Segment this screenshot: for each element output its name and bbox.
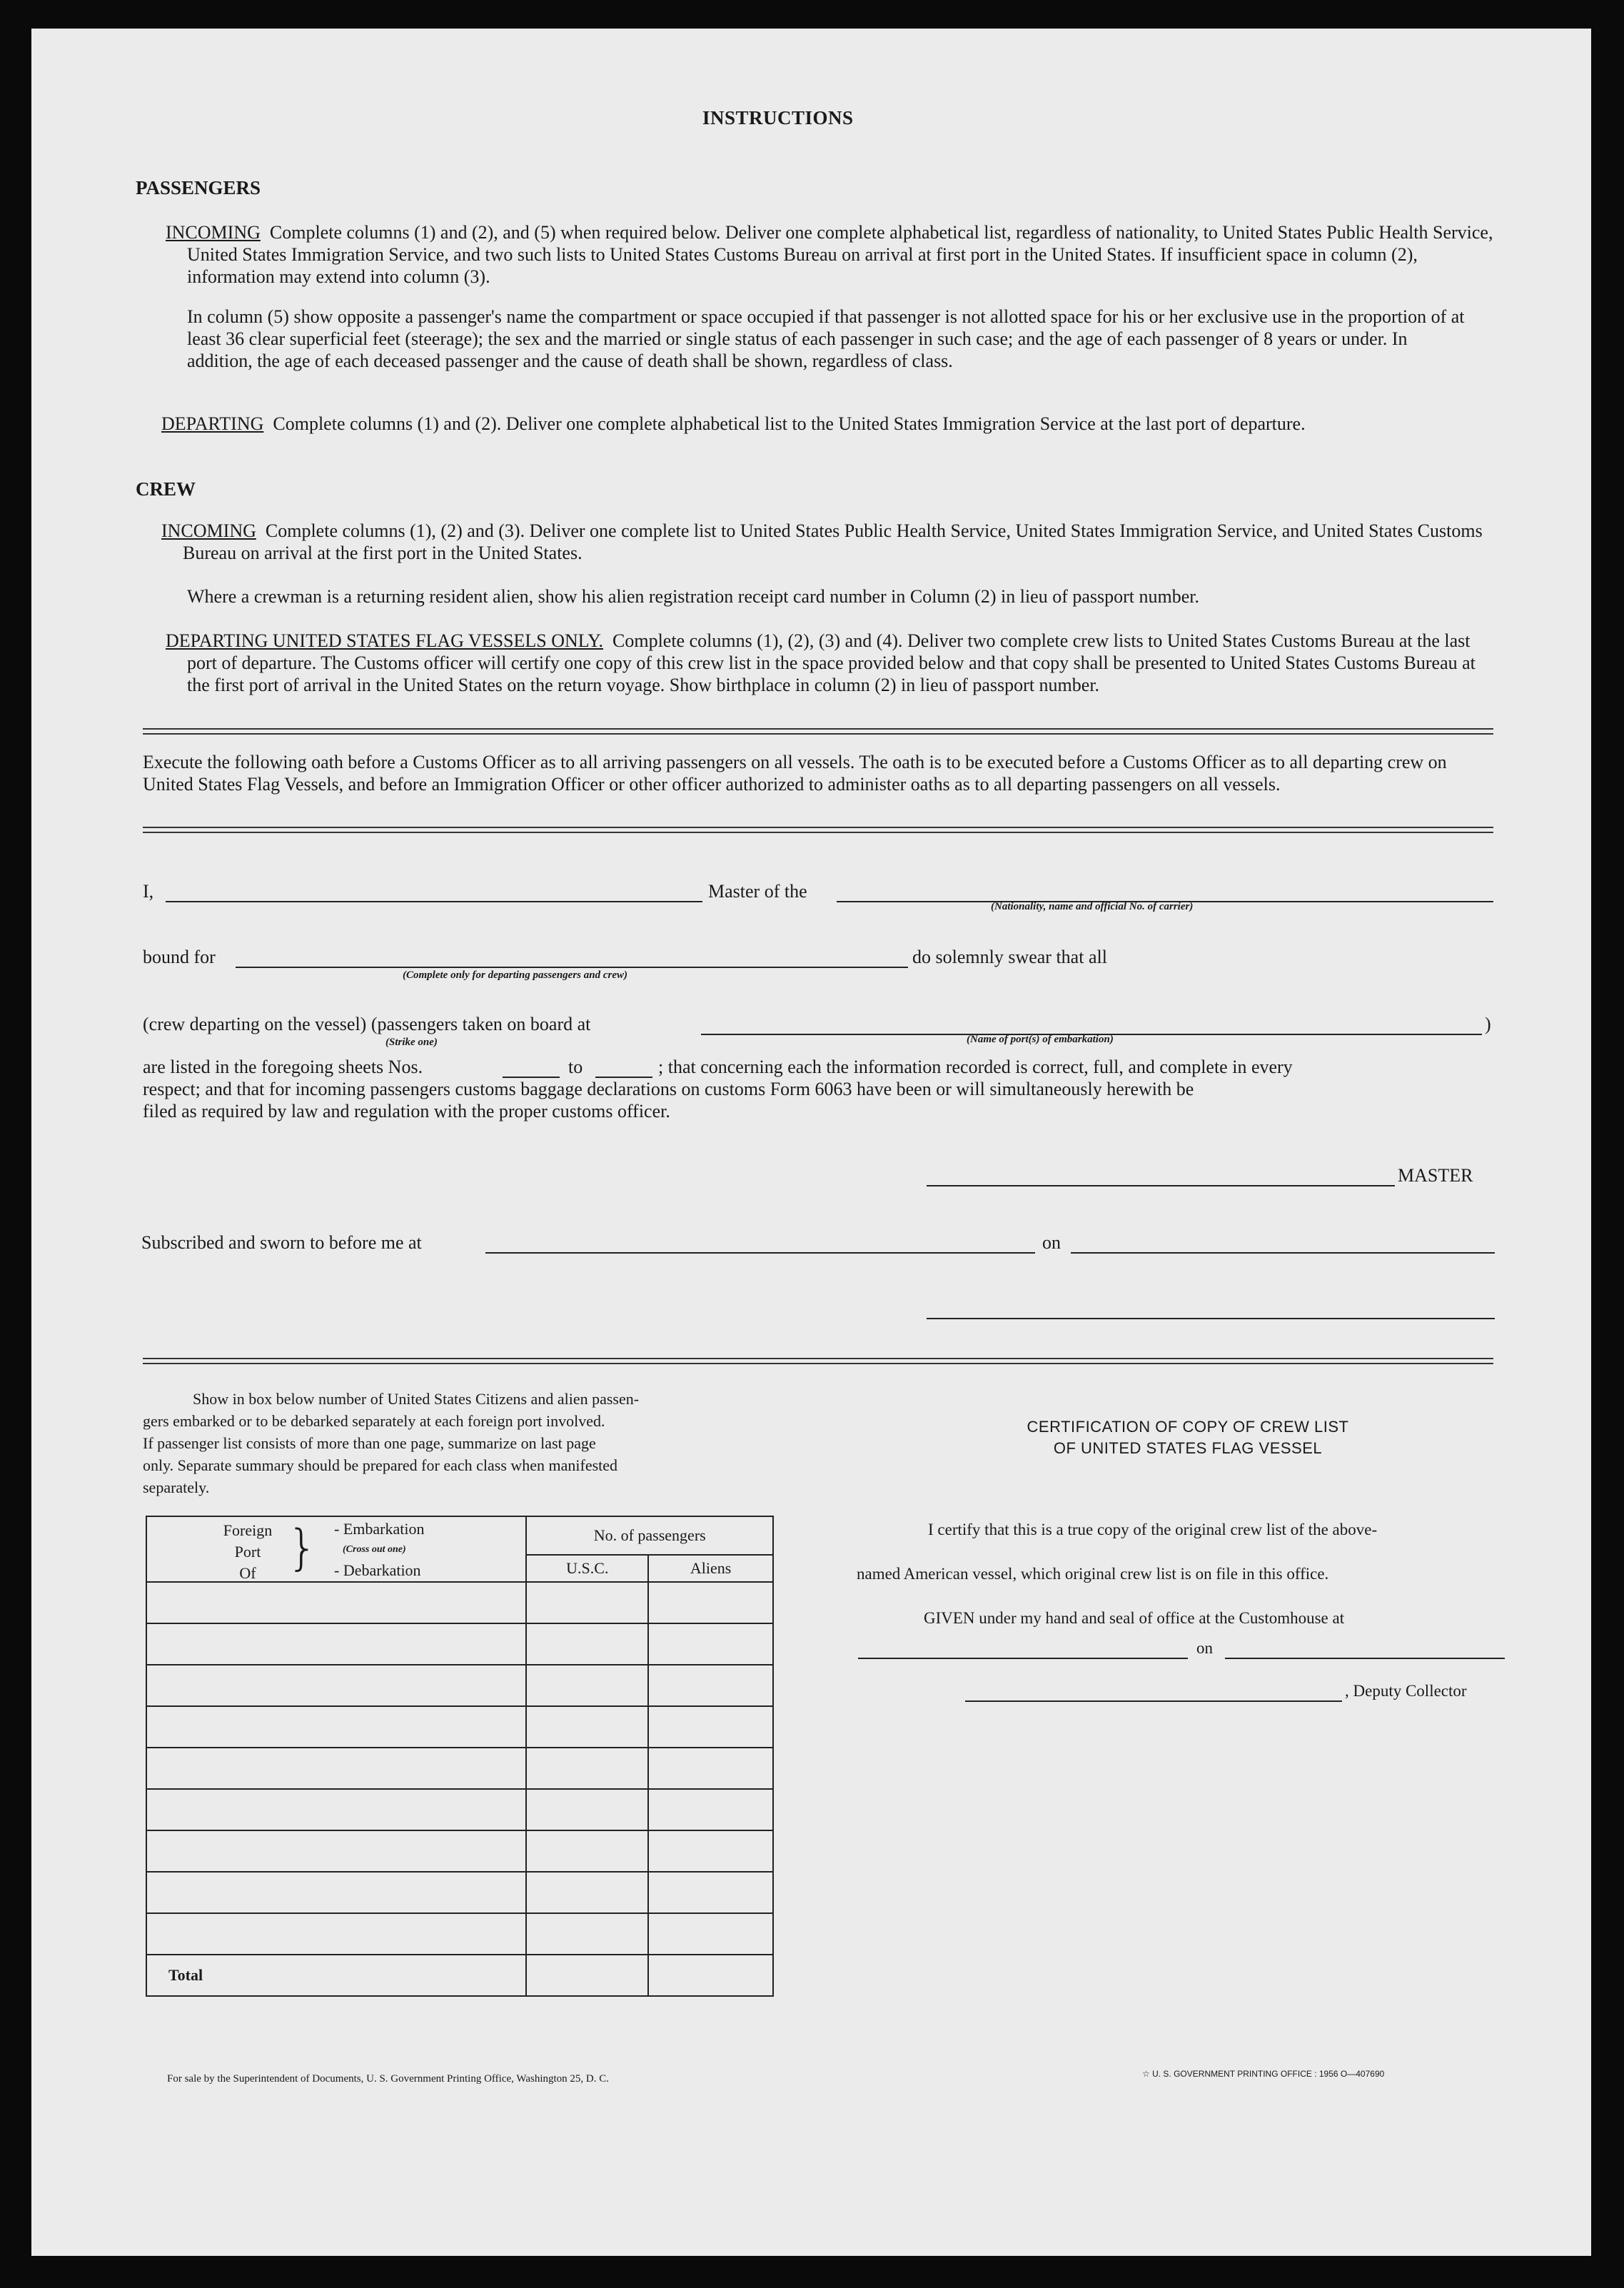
total-aliens-cell[interactable] bbox=[648, 1955, 773, 1996]
crew-departing-label: (crew departing on the vessel) (passengers taken on board at bbox=[143, 1014, 591, 1034]
embarkation-label[interactable]: - Embarkation bbox=[334, 1520, 425, 1538]
port-cell[interactable] bbox=[146, 1665, 526, 1706]
swear-label: do solemnly swear that all bbox=[912, 947, 1107, 967]
page-title: INSTRUCTIONS bbox=[702, 107, 854, 128]
master-signature-label: MASTER bbox=[1398, 1165, 1473, 1186]
ports-caption: (Name of port(s) of embarkation) bbox=[967, 1034, 1114, 1045]
aliens-cell[interactable] bbox=[648, 1913, 773, 1955]
certification-line-3: GIVEN under my hand and seal of office at the Customhouse at bbox=[924, 1609, 1345, 1627]
master-of-label: Master of the bbox=[708, 881, 807, 902]
certification-line-1: I certify that this is a true copy of the original crew list of the above- bbox=[928, 1521, 1378, 1538]
certification-line-2: named American vessel, which original crew list is on file in this office. bbox=[857, 1565, 1329, 1583]
passengers-column5-note: In column (5) show opposite a passenger's name the compartment or space occupied if that passenger is not allotted space for his or her exclusive use in the proportion of at least 36 clear superficial feet (steerage); the sex and the married or single status of each passenger in such case; and the age of each passenger of 8 years or under. In addition, the age of each deceased passenger and the cause of death shall be shown, regardless of class. bbox=[187, 306, 1465, 371]
table-row bbox=[146, 1789, 773, 1830]
master-signature-field[interactable] bbox=[927, 1185, 1395, 1186]
crew-incoming-label: INCOMING bbox=[161, 520, 256, 541]
total-label: Total bbox=[146, 1955, 526, 1996]
sworn-on-label: on bbox=[1042, 1232, 1061, 1253]
usc-cell[interactable] bbox=[526, 1582, 648, 1623]
crew-resident-note: Where a crewman is a returning resident alien, show his alien registration receipt card number in Column (2) in lieu of passport number. bbox=[187, 586, 1200, 607]
aliens-cell[interactable] bbox=[648, 1706, 773, 1748]
aliens-cell[interactable] bbox=[648, 1665, 773, 1706]
foreign-label: Foreign bbox=[223, 1521, 273, 1539]
port-label: Port bbox=[234, 1543, 261, 1561]
table-row bbox=[146, 1665, 773, 1706]
table-row bbox=[146, 1913, 773, 1955]
table-row bbox=[146, 1582, 773, 1623]
usc-cell[interactable] bbox=[526, 1913, 648, 1955]
certification-text bbox=[857, 1508, 1513, 1641]
crew-departing bbox=[166, 630, 1493, 696]
usc-cell[interactable] bbox=[526, 1789, 648, 1830]
subscribed-label: Subscribed and sworn to before me at bbox=[141, 1232, 422, 1253]
port-cell[interactable] bbox=[146, 1706, 526, 1748]
gpo-imprint: ☆ U. S. GOVERNMENT PRINTING OFFICE : 1956 O—407690 bbox=[1142, 2069, 1385, 2079]
aliens-cell[interactable] bbox=[648, 1830, 773, 1872]
certification-heading-1: CERTIFICATION OF COPY OF CREW LIST bbox=[1027, 1418, 1349, 1436]
passengers-incoming-label: INCOMING bbox=[166, 222, 261, 243]
deputy-signature-field[interactable] bbox=[965, 1700, 1342, 1702]
strike-one-caption: (Strike one) bbox=[385, 1037, 438, 1048]
oath-instructions: Execute the following oath before a Customs Officer as to all arriving passengers on all vessels. The oath is to be executed before a Customs Officer as to all departing crew on United States Flag Vessels, and before an Immigration Officer or other officer authorized to administer oaths as to all departing passengers on all vessels. bbox=[143, 752, 1447, 795]
divider-2 bbox=[143, 827, 1493, 833]
of-label: Of bbox=[239, 1564, 256, 1582]
passengers-departing bbox=[161, 413, 1493, 435]
certification-heading-2: OF UNITED STATES FLAG VESSEL bbox=[1053, 1439, 1323, 1457]
usc-cell[interactable] bbox=[526, 1830, 648, 1872]
oath-respect-line: respect; and that for incoming passengers customs baggage declarations on customs Form 6063 have been or will simultaneously herewith be bbox=[143, 1079, 1194, 1099]
table-row bbox=[146, 1830, 773, 1872]
master-name-field[interactable] bbox=[166, 901, 702, 902]
port-cell[interactable] bbox=[146, 1913, 526, 1955]
bound-for-caption: (Complete only for departing passengers and crew) bbox=[403, 969, 627, 981]
total-row bbox=[146, 1955, 773, 1996]
port-cell[interactable] bbox=[146, 1582, 526, 1623]
usc-cell[interactable] bbox=[526, 1623, 648, 1665]
sheets-label: are listed in the foregoing sheets Nos. bbox=[143, 1057, 423, 1077]
table-row bbox=[146, 1706, 773, 1748]
sworn-place-field[interactable] bbox=[485, 1252, 1035, 1254]
port-cell[interactable] bbox=[146, 1789, 526, 1830]
port-cell[interactable] bbox=[146, 1748, 526, 1789]
sheet-to-field[interactable] bbox=[595, 1077, 652, 1078]
passengers-departing-text: Complete columns (1) and (2). Deliver one complete alphabetical list to the United States Immigration Service at the last port of departure. bbox=[273, 413, 1306, 434]
table-row bbox=[146, 1623, 773, 1665]
summary-line-3: If passenger list consists of more than one page, summarize on last page bbox=[143, 1434, 596, 1452]
brace-icon: } bbox=[287, 1520, 318, 1576]
aliens-cell[interactable] bbox=[648, 1748, 773, 1789]
table-row bbox=[146, 1748, 773, 1789]
passengers-departing-label: DEPARTING bbox=[161, 413, 264, 434]
sworn-date-field[interactable] bbox=[1071, 1252, 1495, 1254]
close-paren: ) bbox=[1485, 1014, 1491, 1034]
bound-for-field[interactable] bbox=[236, 967, 908, 968]
aliens-cell[interactable] bbox=[648, 1872, 773, 1913]
deputy-collector-label: , Deputy Collector bbox=[1345, 1682, 1467, 1700]
summary-line-1: Show in box below number of United States Citizens and alien passen- bbox=[193, 1390, 640, 1408]
certification-on-label: on bbox=[1196, 1639, 1213, 1657]
aliens-cell[interactable] bbox=[648, 1789, 773, 1830]
table-row bbox=[146, 1872, 773, 1913]
summary-line-5: separately. bbox=[143, 1478, 210, 1496]
summary-line-2: gers embarked or to be debarked separately at each foreign port involved. bbox=[143, 1412, 605, 1430]
crew-departing-text: Complete columns (1), (2), (3) and (4). Deliver two complete crew lists to United States Customs Bureau at the last port of departure. The Customs officer will certify one copy of this crew list in the space provided below and that copy shall be presented to United States Customs Bureau at the first port of arrival in the United States on the return voyage. Show birthplace in column (2) in lieu of passport number. bbox=[187, 630, 1476, 695]
usc-cell[interactable] bbox=[526, 1706, 648, 1748]
passengers-heading: PASSENGERS bbox=[136, 177, 261, 198]
oath-filed-line: filed as required by law and regulation with the proper customs officer. bbox=[143, 1101, 670, 1122]
aliens-cell[interactable] bbox=[648, 1582, 773, 1623]
summary-line-4: only. Separate summary should be prepared for each class when manifested bbox=[143, 1456, 618, 1474]
passengers-incoming bbox=[166, 221, 1493, 288]
crew-incoming-text: Complete columns (1), (2) and (3). Deliver one complete list to United States Public Health Service, United States Immigration Service, and United States Customs Bureau on arrival at the first port in the United States. bbox=[183, 520, 1483, 563]
port-cell[interactable] bbox=[146, 1623, 526, 1665]
cross-out-caption: (Cross out one) bbox=[343, 1544, 406, 1555]
usc-cell[interactable] bbox=[526, 1872, 648, 1913]
sheet-from-field[interactable] bbox=[503, 1077, 560, 1078]
oath-i-label: I, bbox=[143, 881, 154, 902]
form-sheet bbox=[31, 29, 1591, 2256]
total-usc-cell[interactable] bbox=[526, 1955, 648, 1996]
certification-heading bbox=[909, 1416, 1466, 1459]
certification-date-field[interactable] bbox=[1225, 1658, 1505, 1659]
sale-notice: For sale by the Superintendent of Documents, U. S. Government Printing Office, Washington 25, D. C. bbox=[167, 2073, 609, 2085]
foreign-port-header bbox=[146, 1516, 526, 1582]
port-cell[interactable] bbox=[146, 1872, 526, 1913]
bound-for-label: bound for bbox=[143, 947, 216, 967]
summary-instructions bbox=[143, 1388, 771, 1498]
divider-3 bbox=[143, 1358, 1493, 1364]
usc-header: U.S.C. bbox=[526, 1555, 648, 1582]
port-cell[interactable] bbox=[146, 1830, 526, 1872]
divider-1 bbox=[143, 728, 1493, 735]
carrier-caption: (Nationality, name and official No. of carrier) bbox=[991, 901, 1194, 912]
passengers-incoming-text: Complete columns (1) and (2), and (5) when required below. Deliver one complete alphabetical list, regardless of nationality, to United States Public Health Service, United States Immigration Service, and two such lists to United States Customs Bureau on arrival at first port in the United States. If insufficient space in column (2), information may extend into column (3). bbox=[187, 222, 1493, 287]
usc-cell[interactable] bbox=[526, 1748, 648, 1789]
sheets-text: ; that concerning each the information recorded is correct, full, and complete in every bbox=[658, 1057, 1293, 1077]
crew-incoming bbox=[161, 520, 1493, 564]
crew-heading: CREW bbox=[136, 478, 196, 500]
usc-cell[interactable] bbox=[526, 1665, 648, 1706]
aliens-header: Aliens bbox=[648, 1555, 773, 1582]
no-of-passengers-header: No. of passengers bbox=[526, 1516, 773, 1555]
sheets-to-label: to bbox=[568, 1057, 583, 1077]
crew-departing-label: DEPARTING UNITED STATES FLAG VESSELS ONLY. bbox=[166, 630, 603, 651]
officer-signature-field[interactable] bbox=[927, 1318, 1495, 1319]
debarkation-label[interactable]: - Debarkation bbox=[334, 1561, 421, 1579]
passenger-summary-table bbox=[146, 1516, 774, 1997]
customhouse-field[interactable] bbox=[858, 1658, 1188, 1659]
aliens-cell[interactable] bbox=[648, 1623, 773, 1665]
